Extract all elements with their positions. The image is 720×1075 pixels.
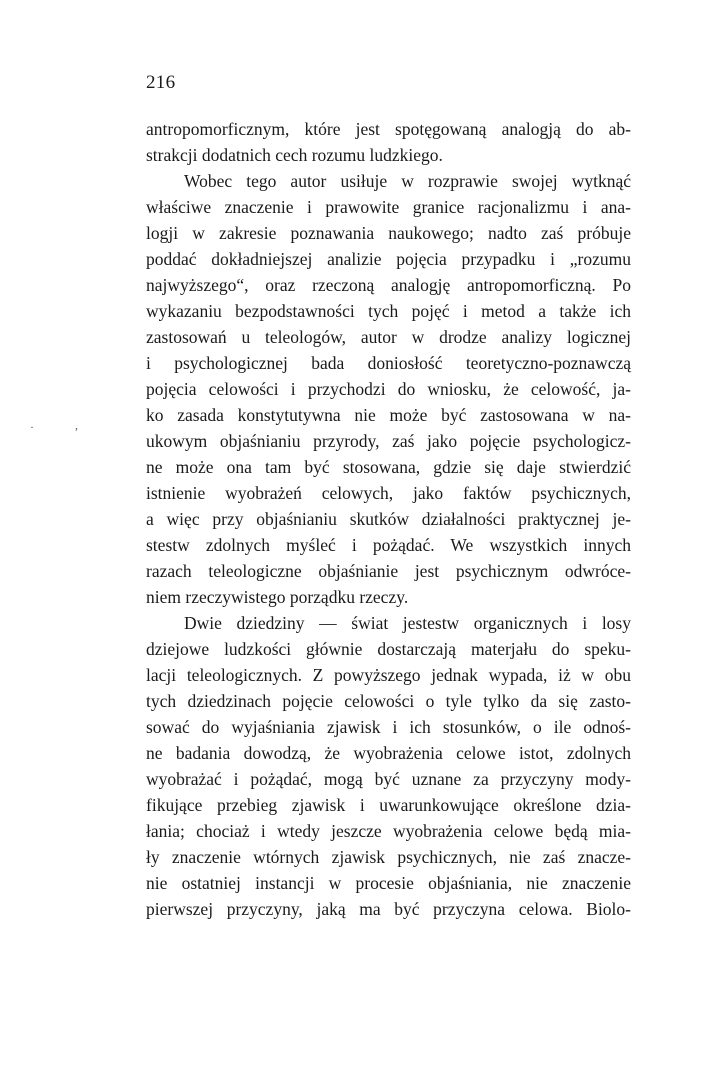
text-line: Dwie dziedziny — świat jestestw organicznych i losy [184, 613, 631, 633]
body-text [146, 116, 631, 922]
text-line: łania; chociaż i wtedy jeszcze wyobrażenia celowe będą mia- [146, 821, 631, 841]
text-line: najwyższego“, oraz rzeczoną analogję antropomorficzną. Po [146, 275, 631, 295]
text-line: sować do wyjaśniania zjawisk i ich stosunków, o ile odnoś- [146, 717, 631, 737]
text-line: Wobec tego autor usiłuje w rozprawie swojej wytknąć [184, 171, 631, 191]
text-line: właściwe znaczenie i prawowite granice racjonalizmu i ana- [146, 197, 631, 217]
text-line: wyobrażać i pożądać, mogą być uznane za przyczyny mody- [146, 769, 631, 789]
text-line: lacji teleologicznych. Z powyższego jednak wypada, iż w obu [146, 665, 631, 685]
text-line: i psychologicznej bada doniosłość teoretyczno-poznawczą [146, 353, 631, 373]
text-line: wykazaniu bezpodstawności tych pojęć i metod a także ich [146, 301, 631, 321]
text-line: stestw zdolnych myśleć i pożądać. We wszystkich innych [146, 535, 631, 555]
text-line: nie ostatniej instancji w procesie objaśniania, nie znaczenie [146, 873, 631, 893]
margin-speck: , [75, 418, 78, 432]
text-line: istnienie wyobrażeń celowych, jako faktów psychicznych, [146, 483, 631, 503]
text-line: razach teleologiczne objaśnianie jest psychicznym odwróce- [146, 561, 631, 581]
text-line: tych dziedzinach pojęcie celowości o tyle tylko da się zasto- [146, 691, 631, 711]
text-line: pojęcia celowości i przychodzi do wniosku, że celowość, ja- [146, 379, 631, 399]
margin-speck: · [30, 420, 34, 434]
text-line: antropomorficznym, które jest spotęgowaną analogją do ab- [146, 119, 631, 139]
text-line: niem rzeczywistego porządku rzeczy. [146, 587, 409, 607]
page-number: 216 [146, 72, 176, 93]
text-line: ne badania dowodzą, że wyobrażenia celowe istot, zdolnych [146, 743, 631, 763]
text-line: a więc przy objaśnianiu skutków działalności praktycznej je- [146, 509, 631, 529]
text-line: ukowym objaśnianiu przyrody, zaś jako pojęcie psychologicz- [146, 431, 631, 451]
text-line: strakcji dodatnich cech rozumu ludzkiego. [146, 145, 443, 165]
text-line: ły znaczenie wtórnych zjawisk psychicznych, nie zaś znacze- [146, 847, 631, 867]
text-line: ne może ona tam być stosowana, gdzie się daje stwierdzić [146, 457, 631, 477]
text-line: logji w zakresie poznawania naukowego; nadto zaś próbuje [146, 223, 631, 243]
text-line: pierwszej przyczyny, jaką ma być przyczyna celowa. Biolo- [146, 899, 631, 919]
text-line: zastosowań u teleologów, autor w drodze analizy logicznej [146, 327, 631, 347]
text-line: poddać dokładniejszej analizie pojęcia przypadku i „rozumu [146, 249, 631, 269]
text-line: fikujące przebieg zjawisk i uwarunkowujące określone dzia- [146, 795, 631, 815]
text-line: ko zasada konstytutywna nie może być zastosowana w na- [146, 405, 631, 425]
text-line: dziejowe ludzkości głównie dostarczają materjału do speku- [146, 639, 631, 659]
